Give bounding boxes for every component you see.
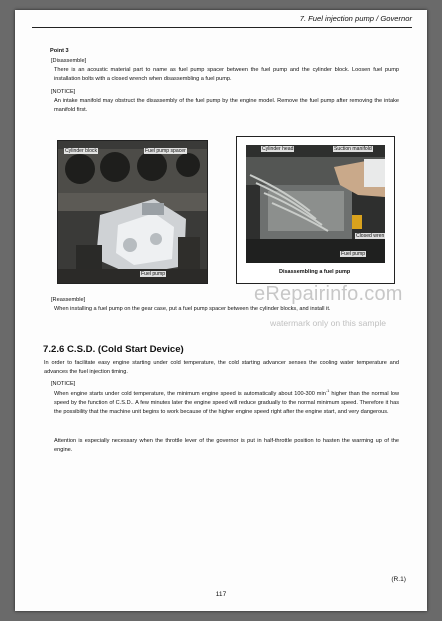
label-closed-wrench: Closed wren [356, 233, 385, 239]
csd-notice-text: When engine starts under cold temperature, the minimum engine speed is automatically about 100-300 $\min^{-1}$ higher than the normal low speed by the function of C.S.D.. A few minutes later the engine speed will reduce gradually to the normal minimum speed. Therefore it has the possibility that the machine unit begins to work because of the higher engine speed right after the engine start, and very dangerous. [54, 388, 399, 415]
disassemble-text: There is an acoustic material part to name as fuel pump spacer between the fuel pump and the cylinder block. Loosen fuel pump installation bolts with a closed wrench when disassembling a fuel pump. [54, 67, 399, 82]
csd-intro: In order to facilitate easy engine starting under cold temperature, the cold starting advancer senses the cooling water temperature and advances the fuel injection timing. [44, 360, 399, 375]
watermark-note: watermark only on this sample [270, 318, 387, 328]
notice-text-1: An intake manifold may obstruct the disassembly of the fuel pump by the engine model. Remove the fuel pump after removing the intake manifold first. [54, 98, 399, 113]
label-suction-manifold: Suction manifold [334, 146, 372, 152]
label-fuel-pump: Fuel pump [141, 271, 166, 277]
csd-attention-text: Attention is especially necessary when the throttle lever of the governor is put in half-throttle position to hasten the warming up of the engine. [54, 438, 399, 453]
revision-mark: (R.1) [391, 576, 406, 583]
engine-block-photo [58, 141, 207, 283]
watermark-site: eRepairinfo.com [254, 283, 403, 305]
notice-heading-1: [NOTICE] [51, 89, 76, 95]
label-cylinder-head: Cylinder head [262, 146, 294, 152]
figure-disassembling-fuel-pump [236, 136, 395, 284]
section-title: 7.2.6 C.S.D. (Cold Start Device) [43, 344, 184, 355]
reassemble-text: When installing a fuel pump on the gear case, put a fuel pump spacer between the cylinder blocks, and install it. [54, 306, 331, 312]
page-number: 117 [215, 591, 227, 598]
chapter-header: 7. Fuel injection pump / Governor [299, 14, 412, 23]
header-rule [32, 27, 412, 28]
notice-heading-2: [NOTICE] [51, 381, 76, 387]
reassemble-heading: [Reassemble] [51, 297, 86, 303]
disassemble-heading: [Disassemble] [51, 58, 87, 64]
figure2-caption: Disassembling a fuel pump [279, 269, 351, 275]
figure-fuel-pump-spacer [57, 140, 208, 284]
label-fuel-pump-2: Fuel pump [341, 251, 366, 257]
label-cylinder-block: Cylinder block [65, 148, 97, 154]
point-title: Point 3 [50, 48, 69, 54]
label-fuel-pump-spacer: Fuel pump spacer [145, 148, 186, 154]
fuel-pump-removal-photo [246, 145, 385, 263]
